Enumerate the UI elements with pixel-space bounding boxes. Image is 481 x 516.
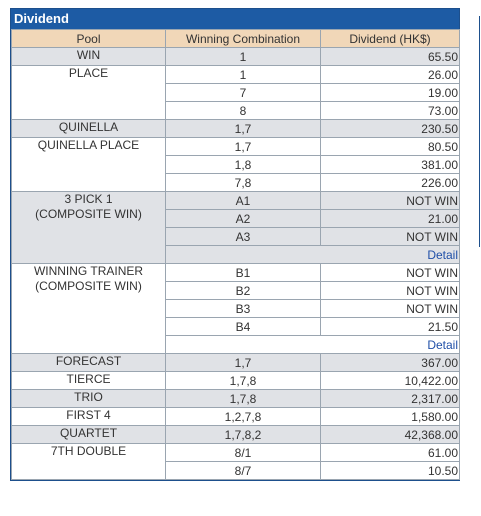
- header-dividend: Dividend (HK$): [321, 30, 460, 48]
- dividend-value: 61.00: [321, 444, 460, 462]
- winning-combination: 1,8: [166, 156, 321, 174]
- table-row: [12, 264, 460, 282]
- dividend-value: NOT WIN: [321, 264, 460, 282]
- winning-combination: 7: [166, 84, 321, 102]
- panel-title: Dividend: [11, 9, 459, 29]
- winning-combination: 1,7: [166, 138, 321, 156]
- table-row: [12, 138, 460, 156]
- dividend-value: 10,422.00: [321, 372, 460, 390]
- winning-combination: A3: [166, 228, 321, 246]
- table-row: [12, 120, 460, 138]
- pool-name: 3 PICK 1 (COMPOSITE WIN): [12, 192, 166, 264]
- table-row: [12, 48, 460, 66]
- winning-combination: 1,7,8: [166, 390, 321, 408]
- header-winning-combination: Winning Combination: [166, 30, 321, 48]
- pool-name: FORECAST: [12, 354, 166, 372]
- winning-combination: B3: [166, 300, 321, 318]
- winning-combination: 8/1: [166, 444, 321, 462]
- dividend-value: 19.00: [321, 84, 460, 102]
- winning-combination: 1,7: [166, 120, 321, 138]
- dividend-value: 2,317.00: [321, 390, 460, 408]
- dividend-value: NOT WIN: [321, 192, 460, 210]
- winning-combination: 8: [166, 102, 321, 120]
- winning-combination: B4: [166, 318, 321, 336]
- dividend-value: 80.50: [321, 138, 460, 156]
- header-row: [12, 30, 460, 48]
- dividend-value: 381.00: [321, 156, 460, 174]
- winning-combination: 1,2,7,8: [166, 408, 321, 426]
- dividend-value: 226.00: [321, 174, 460, 192]
- winning-combination: 1: [166, 48, 321, 66]
- dividend-value: 1,580.00: [321, 408, 460, 426]
- table-row: [12, 372, 460, 390]
- dividend-value: 21.50: [321, 318, 460, 336]
- pool-name: QUINELLA PLACE: [12, 138, 166, 192]
- dividend-value: 230.50: [321, 120, 460, 138]
- dividend-value: NOT WIN: [321, 300, 460, 318]
- table-row: [12, 444, 460, 462]
- table-row: [12, 66, 460, 84]
- dividend-table: [11, 29, 460, 480]
- winning-combination: B1: [166, 264, 321, 282]
- table-row: [12, 408, 460, 426]
- table-row: [12, 390, 460, 408]
- dividend-value: 65.50: [321, 48, 460, 66]
- dividend-value: 26.00: [321, 66, 460, 84]
- dividend-value: 10.50: [321, 462, 460, 480]
- table-row: [12, 192, 460, 210]
- table-row: [12, 426, 460, 444]
- dividend-value: 73.00: [321, 102, 460, 120]
- dividend-value: 42,368.00: [321, 426, 460, 444]
- dividend-value: NOT WIN: [321, 282, 460, 300]
- pool-name: FIRST 4: [12, 408, 166, 426]
- pool-name: 7TH DOUBLE: [12, 444, 166, 480]
- pool-name: WIN: [12, 48, 166, 66]
- pool-name: PLACE: [12, 66, 166, 120]
- side-divider: [479, 16, 480, 247]
- detail-link[interactable]: Detail: [427, 247, 458, 262]
- dividend-value: 21.00: [321, 210, 460, 228]
- winning-combination: B2: [166, 282, 321, 300]
- dividend-panel: [10, 8, 460, 481]
- winning-combination: 1: [166, 66, 321, 84]
- pool-name: TRIO: [12, 390, 166, 408]
- winning-combination: 7,8: [166, 174, 321, 192]
- pool-name: TIERCE: [12, 372, 166, 390]
- winning-combination: A2: [166, 210, 321, 228]
- winning-combination: 1,7,8: [166, 372, 321, 390]
- header-pool: Pool: [12, 30, 166, 48]
- pool-name: WINNING TRAINER (COMPOSITE WIN): [12, 264, 166, 354]
- detail-link[interactable]: Detail: [427, 337, 458, 352]
- winning-combination: A1: [166, 192, 321, 210]
- dividend-table-body: [12, 48, 460, 480]
- pool-name: QUARTET: [12, 426, 166, 444]
- winning-combination: 1,7: [166, 354, 321, 372]
- pool-name: QUINELLA: [12, 120, 166, 138]
- dividend-value: 367.00: [321, 354, 460, 372]
- winning-combination: 1,7,8,2: [166, 426, 321, 444]
- table-row: [12, 354, 460, 372]
- dividend-value: NOT WIN: [321, 228, 460, 246]
- winning-combination: 8/7: [166, 462, 321, 480]
